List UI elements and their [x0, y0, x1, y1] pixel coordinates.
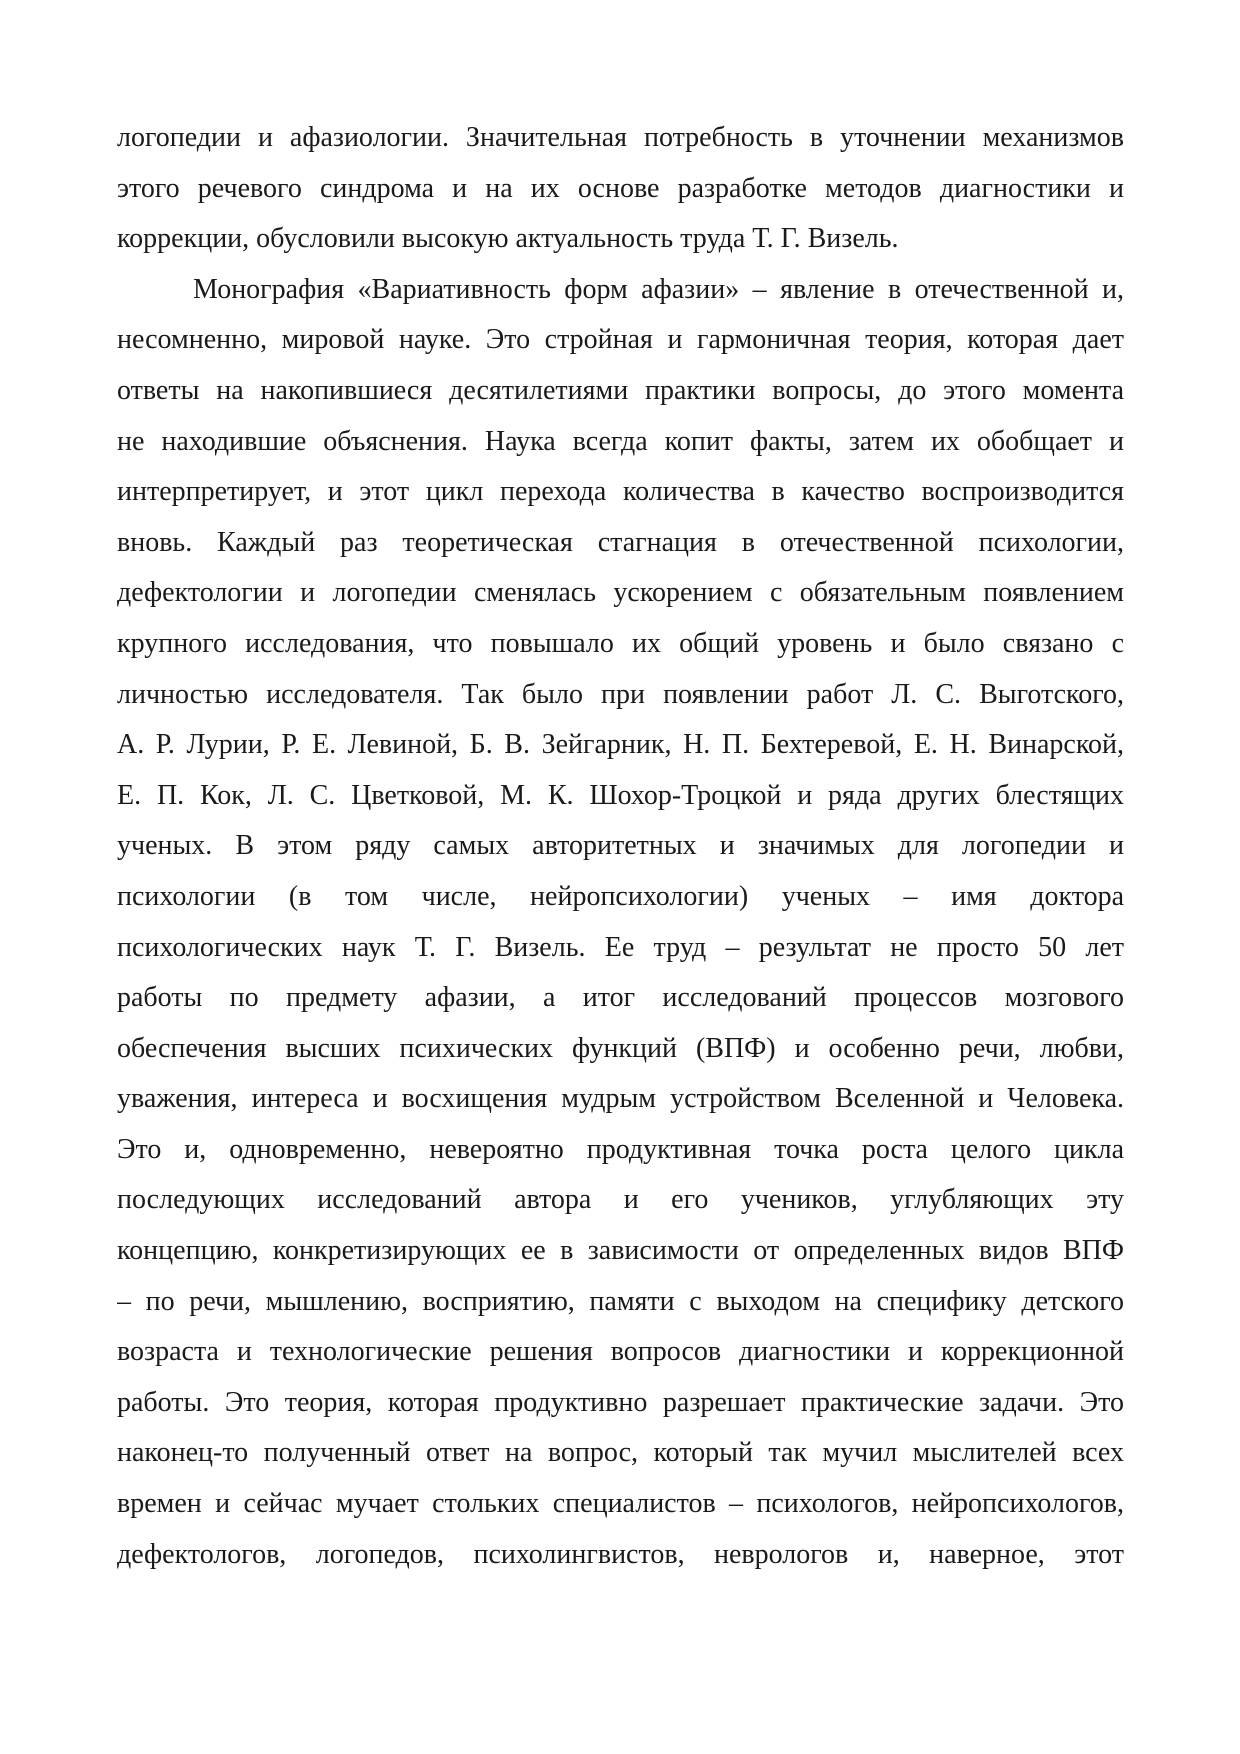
text-line: Это и, одновременно, невероятно продуктивная точка роста целого цикла	[117, 1133, 1124, 1165]
text-line: логопедии и афазиологии. Значительная потребность в уточнении механизмов	[117, 122, 1124, 153]
body-text	[117, 113, 1124, 1580]
text-line: коррекции, обусловили высокую актуальность труда Т. Г. Визель.	[117, 223, 899, 255]
text-line: А. Р. Лурии, Р. Е. Левиной, Б. В. Зейгарник, Н. П. Бехтеревой, Е. Н. Винарской,	[117, 729, 1124, 761]
text-line: дефектологии и логопедии сменялась ускорением с обязательным появлением	[117, 577, 1124, 609]
text-line: уважения, интереса и восхищения мудрым устройством Вселенной и Человека.	[117, 1083, 1124, 1115]
text-line: последующих исследований автора и его учеников, углубляющих эту	[117, 1184, 1124, 1216]
text-line: возраста и технологические решения вопросов диагностики и коррекционной	[117, 1336, 1124, 1368]
text-line: ученых. В этом ряду самых авторитетных и значимых для логопедии и	[117, 830, 1124, 862]
text-line: наконец-то полученный ответ на вопрос, который так мучил мыслителей всех	[117, 1437, 1124, 1469]
text-line: психологии (в том числе, нейропсихологии) ученых – имя доктора	[117, 880, 1124, 912]
text-line: этого речевого синдрома и на их основе разработке методов диагностики и	[117, 172, 1124, 204]
text-line: крупного исследования, что повышало их общий уровень и было связано с	[117, 627, 1124, 659]
text-line: работы по предмету афазии, а итог исследований процессов мозгового	[117, 982, 1124, 1014]
text-line: ответы на накопившиеся десятилетиями практики вопросы, до этого момента	[117, 374, 1124, 406]
text-line: интерпретирует, и этот цикл перехода количества в качество воспроизводится	[117, 476, 1124, 508]
text-line: работы. Это теория, которая продуктивно разрешает практические задачи. Это	[117, 1386, 1124, 1418]
text-line: вновь. Каждый раз теоретическая стагнация в отечественной психологии,	[117, 526, 1124, 558]
text-line: несомненно, мировой науке. Это стройная и гармоничная теория, которая дает	[117, 324, 1124, 356]
text-line: Монография «Вариативность форм афазии» – явление в отечественной и,	[193, 273, 1124, 305]
text-line: Е. П. Кок, Л. С. Цветковой, М. К. Шохор-Троцкой и ряда других блестящих	[117, 779, 1124, 811]
text-line: концепцию, конкретизирующих ее в зависимости от определенных видов ВПФ	[117, 1235, 1124, 1267]
text-line: психологических наук Т. Г. Визель. Ее труд – результат не просто 50 лет	[117, 931, 1124, 963]
text-line: обеспечения высших психических функций (ВПФ) и особенно речи, любви,	[117, 1032, 1124, 1064]
text-line: не находившие объяснения. Наука всегда копит факты, затем их обобщает и	[117, 425, 1124, 457]
text-line: времен и сейчас мучает стольких специалистов – психологов, нейропсихологов,	[117, 1488, 1124, 1520]
text-line: личностью исследователя. Так было при появлении работ Л. С. Выготского,	[117, 678, 1124, 710]
text-line: дефектологов, логопедов, психолингвистов, неврологов и, наверное, этот	[117, 1538, 1124, 1570]
text-line: – по речи, мышлению, восприятию, памяти с выходом на специфику детского	[117, 1285, 1124, 1317]
